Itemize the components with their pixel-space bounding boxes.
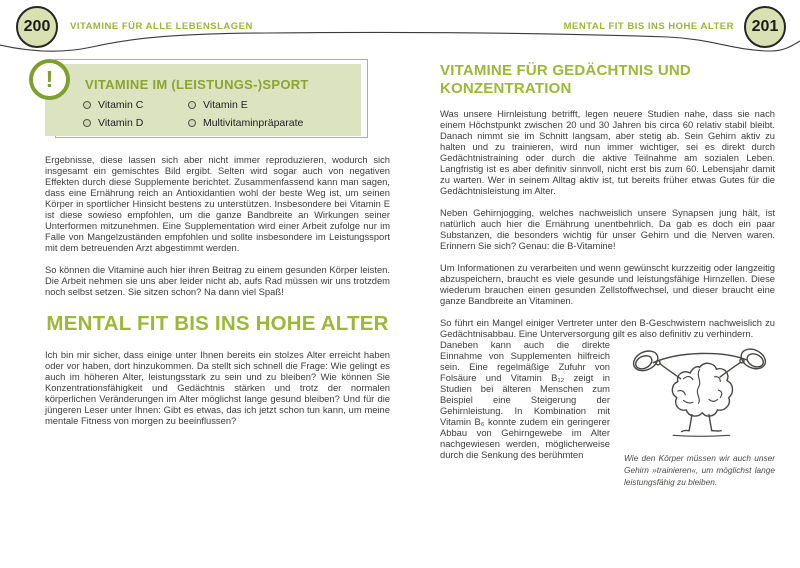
section-heading-memory: VITAMINE FÜR GEDÄCHTNIS UND KONZENTRATION	[440, 62, 691, 97]
list-item-label: Multivitaminpräparate	[202, 117, 304, 129]
sport-vitamins-infobox	[45, 64, 361, 136]
right-page-number: 201	[744, 6, 786, 48]
list-item-label: Vitamin C	[98, 99, 144, 111]
circle-bullet-icon	[188, 101, 196, 109]
paragraph: Ergebnisse, diese lassen sich aber nicht immer reproduzieren, wodurch sich insgesamt ein gemischtes Bild ergibt. Selten wird sogar auch von negativen Effekten durch diese Supplemente berichtet. Zusammenfassend kann man sagen, dass eine Ernährung reich an Antioxidantien wohl der beste Weg ist, um seinen Körper in sportlicher Hinsicht bestens zu unterstützen. Insbesondere bei Vitamin E ist diese sowieso empfohlen, um die ganze Bandbreite an Wirkungen seiner Unterformen mitzunehmen. Eine Supplementation wird einer Arbeit zufolge nur im Falle von Mangelzuständen empfohlen und sollte insbesondere im Leistungssport mit dem betreuenden Arzt abgestimmt werden.	[45, 154, 390, 253]
list-item-label: Vitamin E	[202, 99, 248, 111]
figure-caption: Wie den Körper müssen wir auch unser Gehirn »trainieren«, um möglichst lange leistungsfähig zu bleiben.	[624, 453, 775, 488]
list-item	[83, 99, 188, 111]
left-page	[45, 56, 390, 488]
list-item-label: Vitamin D	[98, 117, 144, 129]
paragraph: Daneben kann auch die direkte Einnahme von Supplementen hilfreich sein. Eine regelmäßige Zufuhr von Folsäure und Vitamin B₁₂ zeigt in Studien bei älteren Menschen zum Beispiel eine Steigerung der Gehirnleistung. In Kombination mit Vitamin B₆ konnte zudem ein geringerer Abbau von Gehirngewebe im Alter nachgewiesen werden, möglicherweise durch die Senkung des berühmten	[440, 339, 610, 460]
circle-bullet-icon	[83, 101, 91, 109]
infobox-panel	[45, 64, 361, 136]
infobox-list	[83, 99, 348, 129]
paragraph: So können die Vitamine auch hier ihren Beitrag zu einem gesunden Körper leisten. Die Arbeit nehmen sie uns aber leider nicht ab, aufs Rad müssen wir uns trotzdem noch selbst setzen. Sie sitzen schon? Na dann viel Spaß!	[45, 264, 390, 297]
brain-lifting-barbell-illustration	[624, 339, 775, 443]
paragraph: Um Informationen zu verarbeiten und wenn gewünscht kurzzeitig oder langzeitig abzuspeichern, braucht es viele gesunde und leistungsfähige Hirnzellen. Diese wiederum brauchen einen gesunden Zellstoffwechsel, und dieser braucht eine ganze Bandbreite an Vitaminen.	[440, 262, 775, 306]
wrapped-text-column	[440, 339, 610, 488]
exclamation-icon: !	[29, 59, 70, 100]
infobox-title: VITAMINE IM (LEISTUNGS-)SPORT	[85, 77, 309, 92]
left-page-number: 200	[16, 6, 58, 48]
right-page	[440, 56, 775, 488]
paragraph: Was unsere Hirnleistung betrifft, legen neuere Studien nahe, dass sie nach einem Höchstpunkt zwischen 20 und 30 Jahren bis circa 60 relativ stabil bleibt. Danach nimmt sie im Schnitt langsam, aber stetig ab. Sein Gehirn aktiv zu halten und zu trainieren, wird nun immer wichtiger, sei es direkt durch Gedächtnistraining oder durch die aktive Teilnahme am sozialen Leben. Langfristig ist es aber definitiv sinnvoll, nicht erst bis zum 60. Lebensjahr damit zu warten. Wer in seinem Alltag aktiv ist, tut bereits früher etwas Gutes für die Gedächtnisleistung im Alter.	[440, 108, 775, 196]
paragraph: Ich bin mir sicher, dass einige unter Ihnen bereits ein stolzes Alter erreicht haben oder vor haben, dort hinzukommen. Da stellt sich schnell die Frage: Wie gelingt es auch im höheren Alter, leistungsstark zu sein und zu bleiben? Wie können Sie Konzentrationsfähigkeit und Gedächtnis stärken und trotz der normalen körperlichen Veränderungen im Alter möglichst lange gesund bleiben? Und für die jüngeren Leser unter Ihnen: Gibt es etwas, das ich jetzt schon tun kann, um meine mentale Fitness von morgen zu beeinflussen?	[45, 349, 390, 426]
page-header	[0, 0, 800, 56]
left-running-title: VITAMINE FÜR ALLE LEBENSLAGEN	[70, 21, 253, 32]
list-item	[188, 99, 348, 111]
list-item	[188, 117, 348, 129]
circle-bullet-icon	[83, 119, 91, 127]
right-running-title: MENTAL FIT BIS INS HOHE ALTER	[563, 21, 734, 32]
paragraph: So führt ein Mangel einiger Vertreter unter den B-Geschwistern nachweislich zu Gedächtnisabbau. Eine Unterversorgung gilt es also definitiv zu verhindern.	[440, 317, 775, 339]
text-figure-row	[440, 339, 775, 488]
circle-bullet-icon	[188, 119, 196, 127]
list-item	[83, 117, 188, 129]
page-spread	[0, 56, 800, 488]
figure	[624, 339, 775, 488]
paragraph: Neben Gehirnjogging, welches nachweislich unsere Synapsen jung hält, ist natürlich auch hier die Ernährung unentbehrlich. Da gab es doch ein paar Substanzen, die besonders wichtig für unser Gehirn und die Nerven waren. Erinnern Sie sich? Genau: die B-Vitamine!	[440, 207, 775, 251]
section-heading-mental-fit: MENTAL FIT BIS INS HOHE ALTER	[46, 312, 389, 335]
